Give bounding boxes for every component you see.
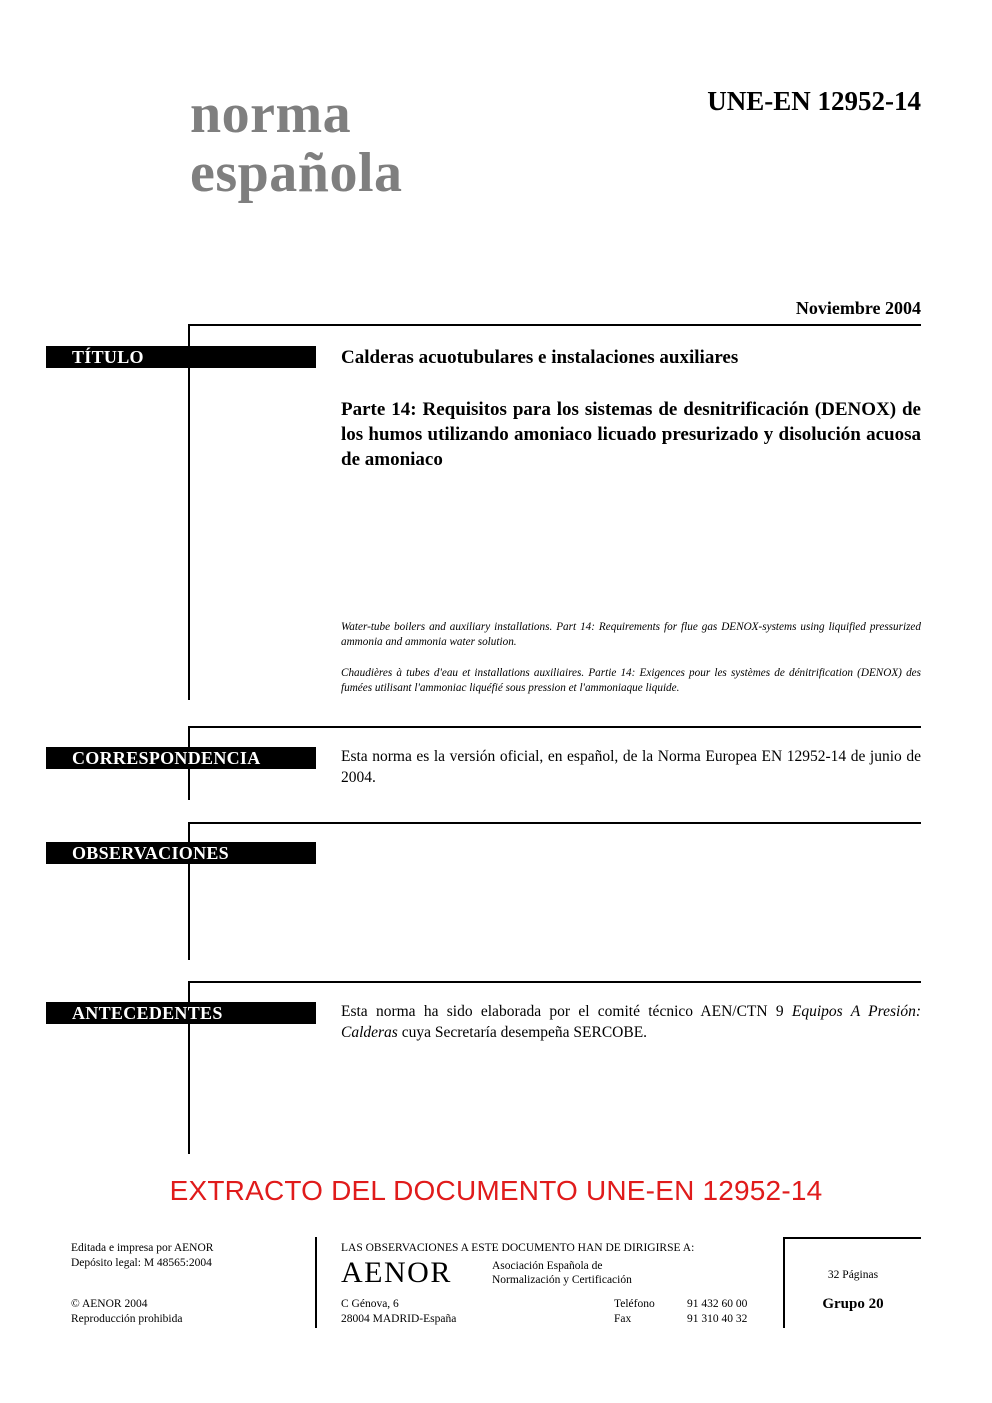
publication-date: Noviembre 2004 <box>795 298 921 318</box>
english-title: Water-tube boilers and auxiliary installations. Part 14: Requirements for flue gas DENOX-systems using liquified pressurized ammonia and ammonia water solution. <box>341 621 921 648</box>
address-line1: C Génova, 6 <box>341 1298 399 1310</box>
label-correspondencia: CORRESPONDENCIA <box>46 747 316 769</box>
brand-line-espanola: española <box>190 142 403 204</box>
page-count: 32 Páginas <box>827 1269 879 1281</box>
correspondencia-text: Esta norma es la versión oficial, en español, de la Norma Europea EN 12952-14 de junio de 2004. <box>341 748 921 786</box>
antecedentes-text-start: Esta norma ha sido elaborada por el comité técnico AEN/CTN 9 <box>341 1003 792 1020</box>
footer-copyright: © AENOR 2004 <box>71 1298 148 1310</box>
section-vertical-rule <box>188 324 190 700</box>
price-group: Grupo 20 <box>822 1296 884 1312</box>
section-divider <box>188 324 921 326</box>
fax-number: 91 310 40 32 <box>687 1313 748 1325</box>
footer-edited: Editada e impresa por AENOR <box>71 1242 214 1254</box>
french-title: Chaudières à tubes d'eau et installations auxiliaires. Partie 14: Exigences pour les systèmes de dénitrification (DENOX) des fumées utilisant l'ammoniac liquéfié sous pression et l'ammoniaque liquide. <box>341 667 921 694</box>
footer-divider-left <box>315 1237 317 1328</box>
antecedentes-committee-name: Equipos A Presión: Calderas <box>341 1003 921 1041</box>
footer-notice: LAS OBSERVACIONES A ESTE DOCUMENTO HAN DE DIRIGIRSE A: <box>341 1242 695 1254</box>
footer-reproduction: Reproducción prohibida <box>71 1313 183 1325</box>
section-divider <box>188 981 921 983</box>
label-observaciones: OBSERVACIONES <box>46 842 316 864</box>
antecedentes-text-end: cuya Secretaría desempeña SERCOBE. <box>397 1024 648 1041</box>
label-titulo: TÍTULO <box>46 346 316 368</box>
phone-label: Teléfono <box>614 1298 655 1310</box>
phone-number: 91 432 60 00 <box>687 1298 748 1310</box>
aenor-association-line1: Asociación Española de <box>492 1260 603 1272</box>
section-divider <box>188 726 921 728</box>
aenor-association-line2: Normalización y Certificación <box>492 1274 632 1286</box>
extract-watermark: EXTRACTO DEL DOCUMENTO UNE-EN 12952-14 <box>169 1175 823 1206</box>
document-subtitle: Parte 14: Requisitos para los sistemas de desnitrificación (DENOX) de los humos utilizando amoniaco licuado presurizado y disolución acuosa de amoniaco <box>341 399 921 470</box>
label-antecedentes: ANTECEDENTES <box>46 1002 316 1024</box>
document-title: Calderas acuotubulares e instalaciones auxiliares <box>341 347 739 368</box>
section-divider <box>188 822 921 824</box>
standard-code: UNE-EN 12952-14 <box>707 86 921 116</box>
aenor-logo: AENOR <box>341 1256 452 1289</box>
antecedentes-text <box>341 1001 921 1043</box>
footer-box-top <box>783 1237 921 1239</box>
brand-line-norma: norma <box>190 83 352 145</box>
footer-deposit: Depósito legal: M 48565:2004 <box>71 1257 212 1269</box>
fax-label: Fax <box>614 1313 632 1325</box>
address-line2: 28004 MADRID-España <box>341 1313 457 1325</box>
